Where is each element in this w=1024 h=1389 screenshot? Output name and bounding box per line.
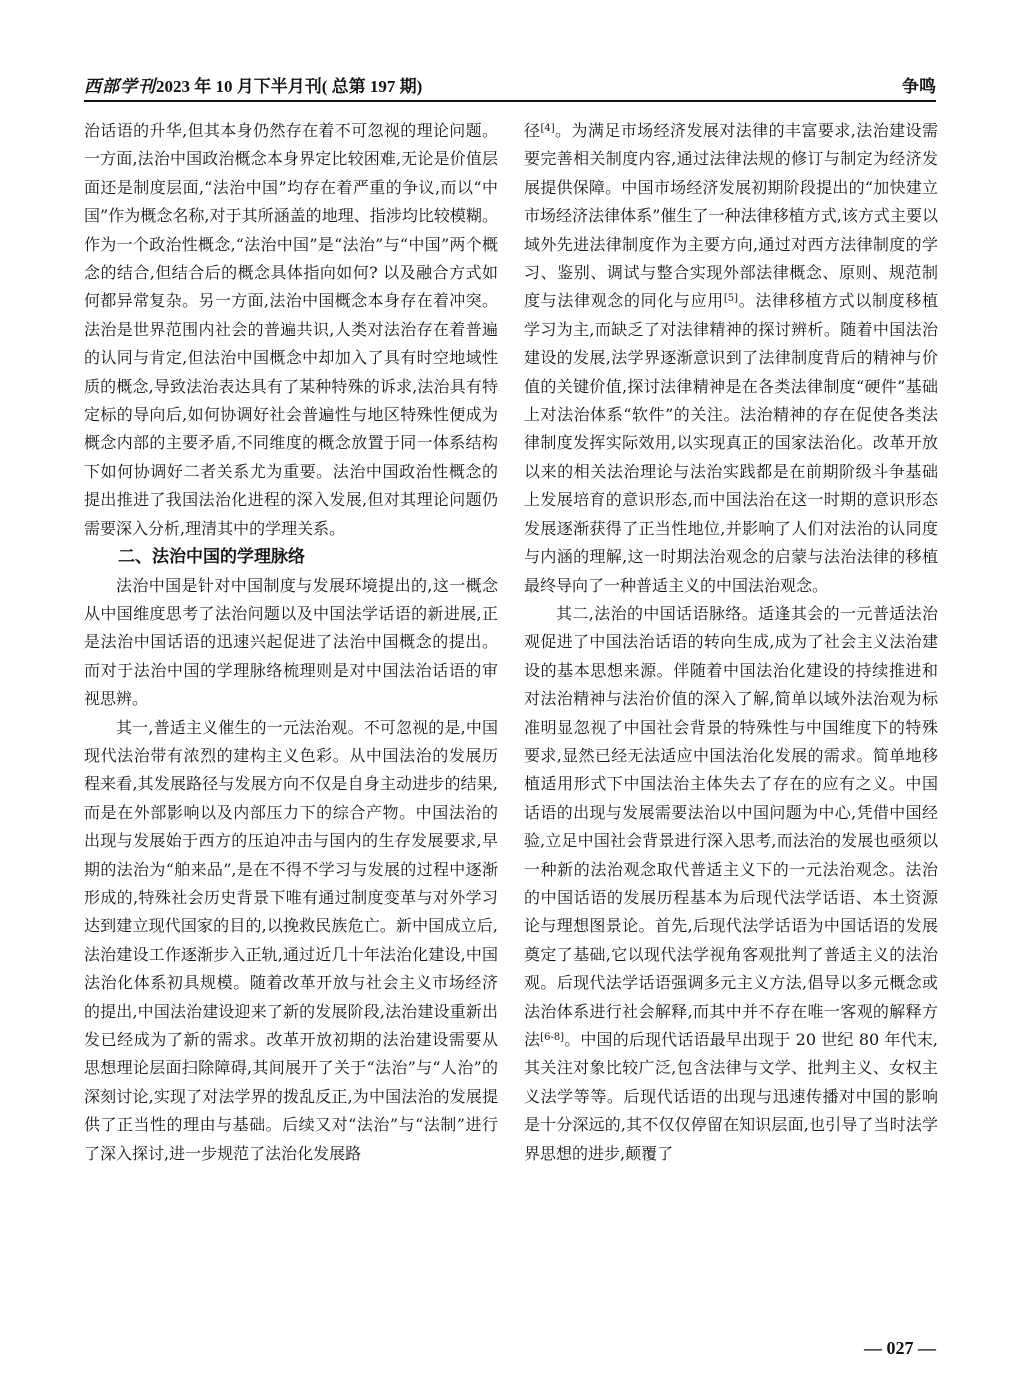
text-run: 其二,法治的中国话语脉络。适逢其会的一元普适法治观促进了中国法治话语的转向生成,成为了社会主义法治建设的基本思想来源。伴随着中国法治化建设的持续推进和对法治精神与法治价值的深入了解,简单以域外法治观为标准明显忽视了中国社会背景的特殊性与中国维度下的特殊要求,显然已经无法适应中国法治化发展的需求。简单地移植适用形式下中国法治主体失去了存在的应有之义。中国话语的出现与发展需要法治以中国问题为中心,凭借中国经验,立足中国社会背景进行深入思考,而法治的发展也亟须以一种新的法治观念取代普适主义下的一元法治观念。法治的中国话语的发展历程基本为后现代法学话语、本土资源论与理想图景论。首先,后现代法学话语为中国话语的发展奠定了基础,它以现代法学视角客观批判了普适主义的法治观。后现代法学话语强调多元主义方法,倡导以多元概念或法治体系进行社会解释,而其中并不存在唯一客观的解释方法 — [524, 603, 938, 1049]
section-heading: 二、法治中国的学理脉络 — [118, 547, 305, 568]
citation-ref: [4] — [540, 123, 555, 134]
section-label: 争鸣 — [902, 77, 936, 97]
paragraph: 其一,普适主义催生的一元法治观。不可忽视的是,中国现代法治带有浓烈的建构主义色彩。从中国法治的发展历程来看,其发展路径与发展方向不仅是自身主动进步的结果,而是在外部影响以及内部压力下的综合产物。中国法治的出现与发展始于西方的压迫冲击与国内的生存发展要求,早期的法治为“舶来品”,是在不得不学习与发展的过程中逐渐形成的,特殊社会历史背景下唯有通过制度变革与对外学习达到建立现代国家的目的,以挽救民族危亡。新中国成立后,法治建设工作逐渐步入正轨,通过近几十年法治化建设,中国法治化体系初具规模。随着改革开放与社会主义市场经济的提出,中国法治建设迎来了新的发展阶段,法治建设重新出发已经成为了新的需求。改革开放初期的法治建设需要从思想理论层面扫除障碍,其间展开了关于“法治”与“人治”的深刻讨论,实现了对法学界的拨乱反正,为中国法治的发展提供了正当性的理由与基础。后续又对“法治”与“法制”进行了深入探讨,进一步规范了法治化发展路 — [84, 717, 498, 1163]
header-rule — [84, 100, 936, 102]
right-column — [524, 117, 938, 1168]
journal-logo: 西部学刊 — [84, 77, 156, 97]
text-run: 。法律移植方式以制度移植学习为主,而缺乏了对法律精神的探讨辨析。随着中国法治建设的发展,法学界逐渐意识到了法律制度背后的精神与价值的关键价值,探讨法律精神是在各类法律制度“硬件”基础上对法治体系“软件”的关注。法治精神的存在促使各类法律制度发挥实际效用,以实现真正的国家法治化。改革开放以来的相关法治理论与法治实践都是在前期阶级斗争基础上发展培育的意识形态,而中国法治在这一时期的意识形态发展逐渐获得了正当性地位,并影响了人们对法治的认同度与内涵的理解,这一时期法治观念的启蒙与法治法律的移植最终导向了一种普适主义的中国法治观念。 — [524, 291, 938, 595]
left-column — [84, 117, 498, 1168]
citation-ref: [6-8] — [540, 1032, 565, 1043]
paragraph: 治话语的升华,但其本身仍然存在着不可忽视的理论问题。一方面,法治中国政治概念本身界定比较困难,无论是价值层面还是制度层面,“法治中国”均存在着严重的争议,而以“中国”作为概念名称,对于其所涵盖的地理、指涉均比较模糊。作为一个政治性概念,“法治中国”是“法治”与“中国”两个概念的结合,但结合后的概念具体指向如何? 以及融合方式如何都异常复杂。另一方面,法治中国概念本身存在着冲突。法治是世界范围内社会的普遍共识,人类对法治存在着普遍的认同与肯定,但法治中国概念中却加入了具有时空地域性质的概念,导致法治表达具有了某种特殊的诉求,法治具有特定标的导向后,如何协调好社会普遍性与地区特殊性便成为概念内部的主要矛盾,不同维度的概念放置于同一体系结构下如何协调好二者关系尤为重要。法治中国政治性概念的提出推进了我国法治化进程的深入发展,但对其理论问题仍需要深入分析,理清其中的学理关系。 — [84, 121, 498, 538]
citation-ref: [5] — [723, 293, 739, 305]
text-run: 径 — [524, 121, 541, 140]
running-header — [84, 72, 936, 96]
text-run: 。中国的后现代话语最早出现于 20 世纪 80 年代末,其关注对象比较广泛,包含法律与文学、批判主义、女权主义法学等等。后现代话语的出现与迅速传播对中国的影响是十分深远的,其不仅仅停留在知识层面,也引导了当时法学界思想的进步,颠覆了 — [524, 1030, 938, 1163]
paragraph — [524, 117, 938, 600]
paragraph: 法治中国是针对中国制度与发展环境提出的,这一概念从中国维度思考了法治问题以及中国法学话语的新进展,正是法治中国话语的迅速兴起促进了法治中国概念的提出。而对于法治中国的学理脉络梳理则是对中国法治话语的审视思辨。 — [84, 575, 498, 709]
issue-info: 2023 年 10 月下半月刊( 总第 197 期) — [156, 77, 423, 96]
page-number: — 027 — — [864, 1338, 936, 1358]
text-run: 。为满足市场经济发展对法律的丰富要求,法治建设需要完善相关制度内容,通过法律法规的修订与制定为经济发展提供保障。中国市场经济发展初期阶段提出的“加快建立市场经济法律体系”催生了一种法律移植方式,该方式主要以域外先进法律制度作为主要方向,通过对西方法律制度的学习、鉴别、调试与整合实现外部法律概念、原则、规范制度与法律观念的同化与应用 — [524, 121, 938, 311]
paragraph — [524, 600, 938, 1168]
